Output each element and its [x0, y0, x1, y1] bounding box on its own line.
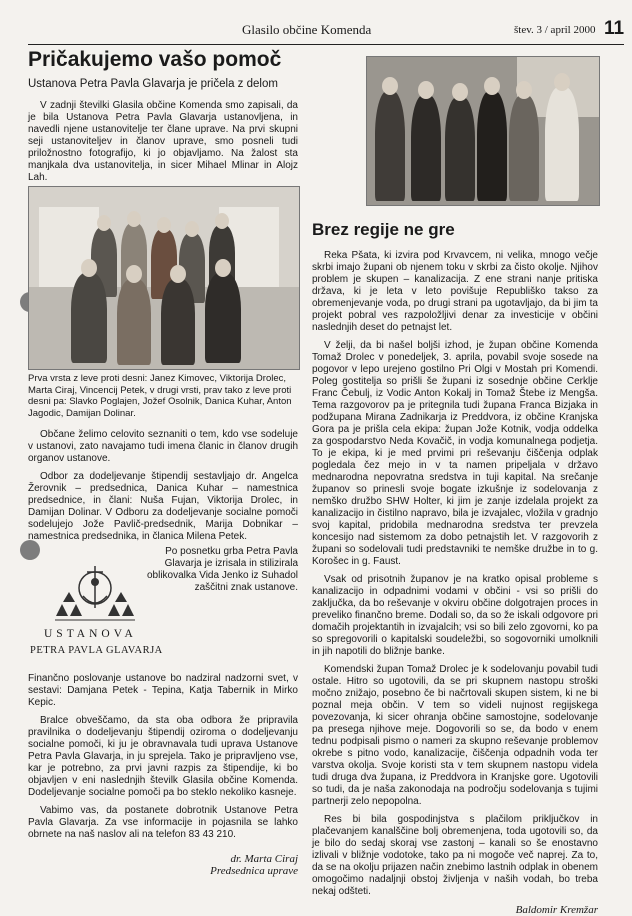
- left-paragraph: V zadnji številki Glasila občine Komenda smo zapisali, da je bila Ustanova Petra Pavla Glavarja ustanovljena, in navedli njene ustanovitelje ter člane uprave. Na prvi skupni seji ustanoviteljev in članov uprave, smo posneli tudi priložnostno fotografijo, ki jo objavljamo. Na žalost sta manjkala dva ustanovitelja, in sicer Mihael Mlinar in Alojz Lah.: [28, 100, 298, 183]
- right-paragraph: V želji, da bi našel boljši izhod, je župan občine Komenda Tomaž Drolec v ponedeljek, 3. aprila, povabil svoje sosede na pogovor v lepo urejeno gostilno Pri Olgi v Mostah pri Komendi. Poleg gostitelja so prišli še župani iz sosednje občine Cerklje Franc Čebulj, iz Vodic Anton Kokalj in Tomaž Štebe iz Mengša. Tema razgovorov pa je pritegnila tudi župana Franca Bizjaka in podžupana Mirana Zadnikarja iz Preddvora, iz občine Kranjska Gora pa je prišla cela ekipa: župan Jože Kotnik, vodja oddelka za gospodarstvo Neda Kovačič, in vodja komunalnega podjetja. To je ekipa, ki je med prvimi pri reševanju čiščenja odplak pogledala čez mejo in v ta namen pripeljala v državo mednarodna nepovratna sredstva in tuji kapital. Na srečanje županov so prinesli svoje bogate izkušnje iz sodelovanja z nemško družbo SHW Holter, ki jim je zanje izdelala projekt za kanalizacijo in čistilno napravo, bila je izvajalec, vložila v gradnjo svoj kapital, pridobila mednarodna sredstva ter prevzela koncesijo nad sistemom za dobo petnajstih let. V razgovorih z župani so sodelovali tudi predstavniki te nemške družbe in to g. Korošec in g. Faust.: [312, 340, 598, 567]
- right-paragraph: Reka Pšata, ki izvira pod Krvavcem, ni velika, mnogo večje skrbi imajo župani ob njenem toku v skrbi za čisto okolje. Njihov problem je skupen – kanalizacija. Z ene strani nanje pritiska država, ki je leta v leto povišuje Republiško takso za obremenjevanje voda, po drugi strani pa ugotavljajo, da bi jim ta projekt pobral ves razpoložljivi denar za investicije v občini naslednjih deset do petnajst let.: [312, 250, 598, 333]
- foundation-crest-icon: [50, 558, 140, 624]
- left-paragraph: Odbor za dodeljevanje štipendij sestavljajo dr. Angelca Žerovnik – predsednica, Danica Kuhar – namestnica predsednice, in člani: Nuša Fujan, Viktorija Drolec, in Damijan Dolinar. V Odboru za dodeljevanje socialne pomoči sodelujejo Jože Pavlič-predsednik, Marija Dobnikar – namestnica predsednika, in članica Milena Petek.: [28, 471, 298, 542]
- left-paragraph: Vabimo vas, da postanete dobrotnik Ustanove Petra Pavla Glavarja. Za vse informacije in pojasnila se lahko obrnete na naš naslov ali na telefon 83 43 210.: [28, 805, 298, 840]
- logo-text-line2: PETRA PAVLA GLAVARJA: [30, 645, 163, 656]
- page-number: 11: [604, 18, 625, 39]
- issue-label: štev. 3 / april 2000: [514, 24, 596, 36]
- left-article-end: [28, 673, 298, 877]
- group-photo: [28, 186, 300, 370]
- left-article-lead: Ustanova Petra Pavla Glavarja je pričela z delom: [28, 78, 278, 90]
- foundation-logo: [50, 558, 140, 624]
- right-article-title: Brez regije ne gre: [312, 220, 455, 239]
- right-article: [312, 220, 598, 916]
- left-article-cont: [28, 373, 298, 549]
- author-name: dr. Marta Ciraj: [230, 853, 298, 865]
- right-paragraph: Res bi bila gospodinjstva s plačilom priključkov in plačevanjem kanalščine bolj obremenjena, toda ugotovili so, da je bilo do sedaj skoraj vse zastonj – kanali so še enostavno izlivali v bližnje vodotoke, tako pa ni mogoče več naprej. Za to, da se na okolju prijazen način znebimo lastnih odplak in obenem omogočimo nadaljnji obstoj življenja v naših vodah, bo treba nekaj odšteti.: [312, 814, 598, 897]
- publication-title: Glasilo občine Komenda: [242, 22, 372, 37]
- page-header: [28, 20, 624, 45]
- author-role: Predsednica uprave: [210, 865, 298, 877]
- mayors-photo: [366, 56, 600, 206]
- right-paragraph: Komendski župan Tomaž Drolec je k sodelovanju povabil tudi ostale. Hitro so ugotovili, da se pri skupnem nastopu stroški močno znižajo, posebno če bi načrtovali skupen sistem, ki ne bi poznal meja občin. V tem so videli nujnost regijskega povezovanja, ki sicer ohranja občine samostojne, sodelovanje pa presega njihove meje. Dogovorili so se, da bodo v enem tednu podpisali pismo o nameri za skupno reševanje problemov okrebe s pitno vodo, kanalizacije, čiščenja odpadnih voda ter varstva okolja. Svoje koristi sta v tem skupnem nastopu videla tudi druga dva župana, iz Preddvora in Kranjske gore. Ugotovili so tudi, da je naša zakonodaja na področju sodelovanja s tujimi partnerji zelo nepopolna.: [312, 664, 598, 807]
- left-paragraph: Bralce obveščamo, da sta oba odbora že pripravila pravilnika o dodeljevanju štipendij oziroma o dodeljevanju socialne pomoči, ki ju je obravnavala tudi uprava Ustanove Petra Pavla Glavarja, in ju sprejela. Tako je pripravljeno vse, kar je potrebno, za prvi javni razpis za štipendije, ki bo objavljen v eni naslednjih številk Glasila občine Komenda. Dodeljevanje socialne pomoči pa bo steklo nekoliko kasneje.: [28, 715, 298, 798]
- logo-text-line1: USTANOVA: [44, 628, 137, 640]
- left-paragraph: Finančno poslovanje ustanove bo nadziral nadzorni svet, v sestavi: Damjana Petek - Tepina, Katja Tabernik in Mirko Kepic.: [28, 673, 298, 708]
- crest-note: Po posnetku grba Petra Pavla Glavarja je izrisala in stilizirala oblikovalka Vida Jenko iz Suhadol zaščitni znak ustanove.: [146, 546, 298, 593]
- left-paragraph: Občane želimo celovito seznaniti o tem, kdo vse sodeluje v ustanovi, zato navajamo tudi imena članic in članov drugih organov ustanove.: [28, 429, 298, 464]
- photo-caption: Prva vrsta z leve proti desni: Janez Kimovec, Viktorija Drolec, Marta Ciraj, Vincencij Petek, v drugi vrsti, prav tako z leve proti desni pa: Slavko Poglajen, Jožef Osolnik, Danica Kuhar, Anton Jagodic, Damijan Dolinar.: [28, 373, 292, 419]
- left-article-title: Pričakujemo vašo pomoč: [28, 48, 282, 71]
- right-paragraph: Vsak od prisotnih županov je na kratko opisal probleme s kanalizacijo in odpadnimi vodami v občini - vsi so prišli do zaključka, da bo reševanje v okviru občine dolgotrajen proces in preveliko finančno breme. Dodali so, da so že iskali odgovore pri domačih projektantih in izvajalcih; vsi so bili zelo zgovorni, ko pa so spregovorili o kapitalski soudeležbi, so sogovorniki umolknili in jih napotili do bližnje banke.: [312, 574, 598, 657]
- right-author-name: Baldomir Kremžar: [515, 904, 598, 916]
- left-article: [28, 48, 298, 190]
